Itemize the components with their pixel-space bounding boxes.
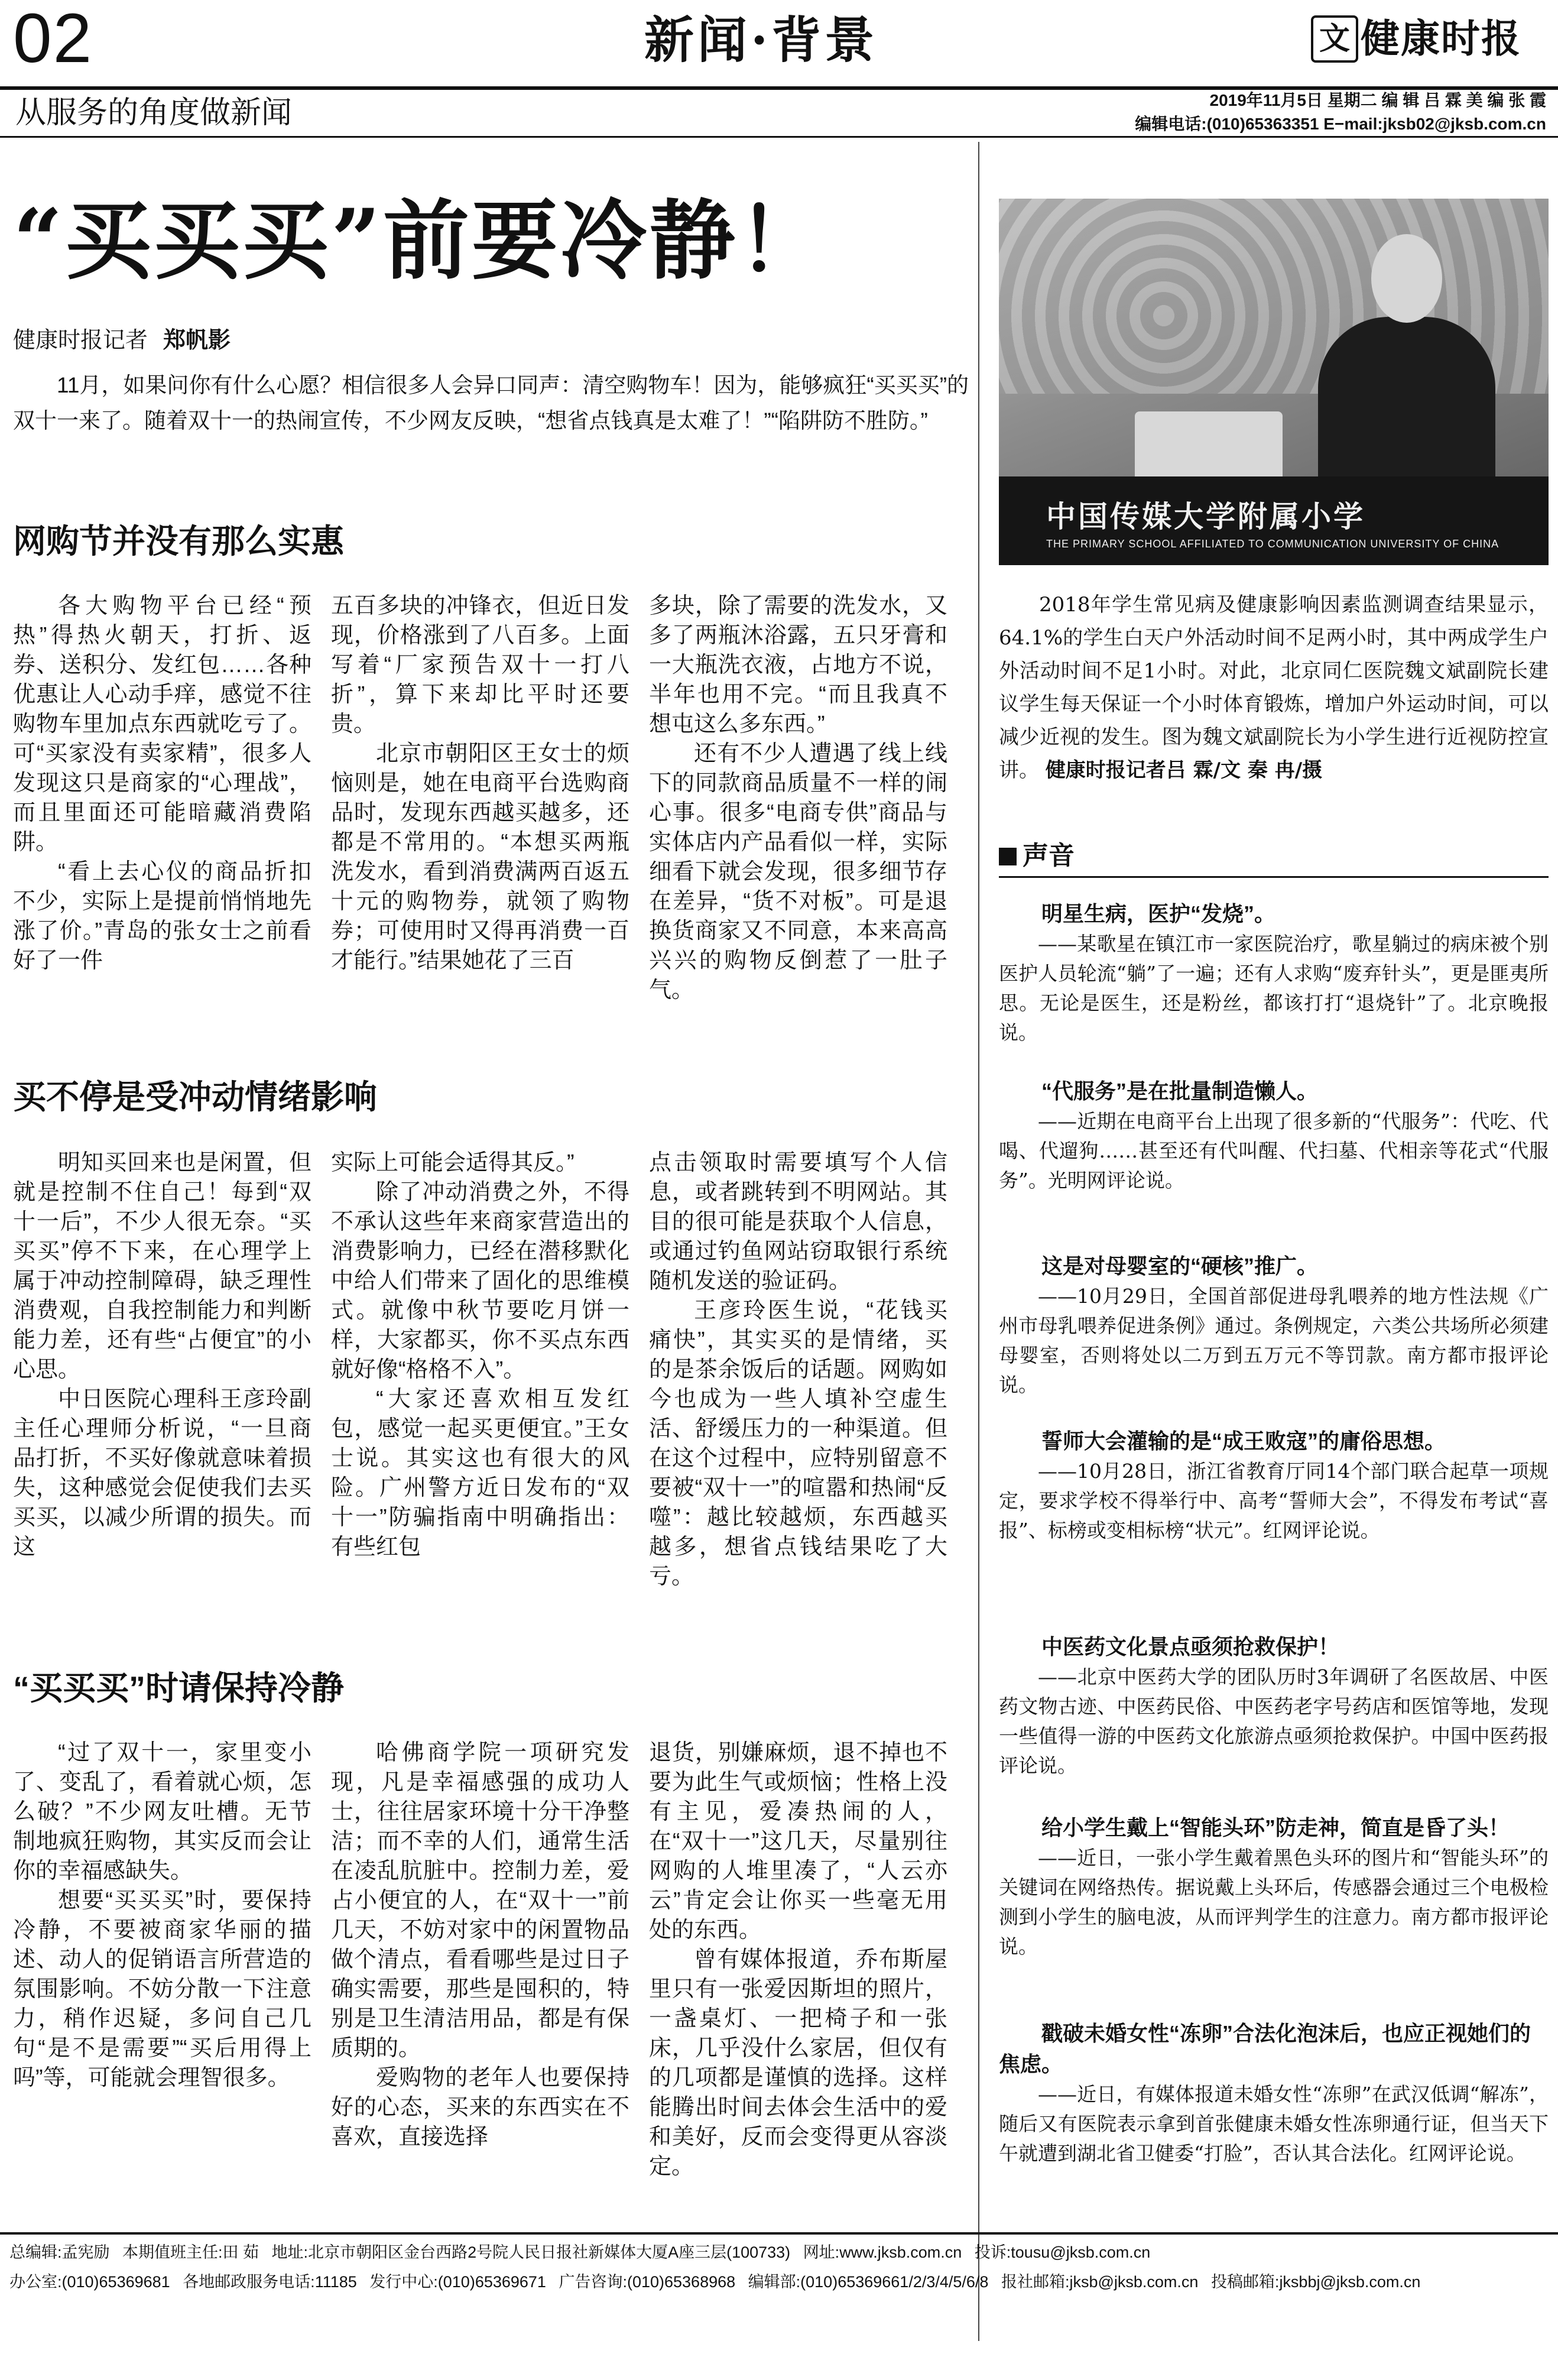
voice-item [999, 1632, 1549, 1781]
section-2-column-2 [331, 1148, 629, 1597]
paragraph: 北京市朝阳区王女士的烦恼则是，她在电商平台选购商品时，发现东西越买越多，还都是不常用的。“本想买两瓶洗发水，看到消费满两百返五十元的购物券，就领了购物券；可使用时又得再消费一百才能行。”结果她花了三百 [331, 741, 629, 973]
byline-name: 郑帆影 [163, 328, 231, 353]
paragraph: 明知买回来也是闲置，但就是控制不住自己！每到“双十一后”，不少人很无奈。“买买买”停不下来，在心理学上属于冲动控制障碍，缺乏理性消费观，自我控制能力和判断能力差，还有些“占便宜”的小心思。 [13, 1150, 311, 1382]
caption-text: 2018年学生常见病及健康影响因素监测调查结果显示，64.1%的学生白天户外活动时间不足两小时，其中两成学生户外活动时间不足1小时。对此，北京同仁医院魏文斌副院长建议学生每天保证一个小时体育锻炼，增加户外运动时间，可以减少近视的发生。图为魏文斌副院长为小学生进行近视防控宣讲。 [999, 593, 1549, 782]
footer-complaint: 投诉:tousu@jksb.com.cn [974, 2243, 1151, 2261]
voice-title: 这是对母婴室的“硬核”推广。 [1041, 1254, 1319, 1278]
column-divider [978, 142, 979, 2341]
voices-heading [999, 838, 1075, 874]
voice-title: 誓师大会灌输的是“成王败寇”的庸俗思想。 [1041, 1429, 1446, 1453]
paragraph: 点击领取时需要填写个人信息，或者跳转到不明网站。其目的很可能是获取个人信息，或通过钓鱼网站窃取银行系统随机发送的验证码。 [649, 1150, 947, 1293]
header-rule [0, 136, 1558, 138]
section-3-column-3 [649, 1738, 947, 2211]
page-number: 02 [13, 0, 93, 77]
footer-email: 报社邮箱:jksb@jksb.com.cn [1001, 2273, 1199, 2291]
section-3-column-2 [331, 1738, 629, 2211]
contact-line: 编辑电话:(010)65363351 E−mail:jksb02@jksb.com.cn [1135, 115, 1546, 133]
voice-body: ——10月29日，全国首部促进母乳喂养的地方性法规《广州市母乳喂养促进条例》通过。条例规定，六类公共场所必须建母婴室，否则将处以二万到五万元不等罚款。南方都市报评论说。 [999, 1285, 1549, 1396]
photo-credit: 健康时报记者吕 霖/文 秦 冉/摄 [1045, 758, 1323, 782]
paragraph: 除了冲动消费之外，不得不承认这些年来商家营造出的消费影响力，已经在潜移默化中给人们带来了固化的思维模式。就像中秋节要吃月饼一样，大家都买，你不买点东西就好像“格格不入”。 [331, 1180, 629, 1382]
voice-title: 给小学生戴上“智能头环”防走神，简直是昏了头！ [1041, 1815, 1510, 1840]
footer-rule [0, 2232, 1558, 2235]
voice-body: ——10月28日，浙江省教育厅同14个部门联合起草一项规定，要求学校不得举行中、高考“誓师大会”，不得发布考试“喜报”、标榜或变相标榜“状元”。红网评论说。 [999, 1460, 1549, 1542]
paragraph: 曾有媒体报道，乔布斯屋里只有一张爱因斯坦的照片，一盏桌灯、一把椅子和一张床，几乎没什么家居，但仅有的几项都是谨慎的选择。这样能腾出时间去体会生活中的爱和美好，反而会变得更从容淡定。 [649, 1947, 947, 2179]
paragraph: 想要“买买买”时，要保持冷静，不要被商家华丽的描述、动人的促销语言所营造的氛围影响。不妨分散一下注意力，稍作迟疑，多问自己几句“是不是需要”“买后用得上吗”等，可能就会理智很多。 [13, 1888, 311, 2090]
footer-office: 办公室:(010)65369681 [9, 2273, 170, 2291]
voice-title: 明星生病，医护“发烧”。 [1041, 902, 1276, 926]
voice-body: ——北京中医药大学的团队历时3年调研了名医故居、中医药文物古迹、中医药民俗、中医药老字号药店和医馆等地，发现一些值得一游的中医药文化旅游点亟须抢救保护。中国中医药报评论说。 [999, 1665, 1549, 1777]
voice-body: ——某歌星在镇江市一家医院治疗，歌星躺过的病床被个别医护人员轮流“躺”了一遍；还有人求购“废弃针头”，更是匪夷所思。无论是医生，还是粉丝，都该打打“退烧针”了。北京晚报说。 [999, 932, 1549, 1044]
paragraph: “过了双十一，家里变小了、变乱了，看着就心烦，怎么破？”不少网友吐槽。无节制地疯狂购物，其实反而会让你的幸福感缺失。 [13, 1740, 311, 1883]
logo-name: 健康时报 [1361, 15, 1521, 61]
footer-chief-editor: 总编辑:孟宪励 [9, 2243, 110, 2261]
voice-item [999, 1812, 1549, 1961]
slogan: 从服务的角度做新闻 [15, 96, 293, 130]
paragraph: 爱购物的老年人也要保持好的心态，买来的东西实在不喜欢，直接选择 [331, 2066, 629, 2149]
paragraph: 哈佛商学院一项研究发现，凡是幸福感强的成功人士，往往居家环境十分干净整洁；而不幸的人们，通常生活在凌乱肮脏中。控制力差，爱占小便宜的人，在“双十一”前几天，不妨对家中的闲置物品做个清点，看看哪些是过日子确实需要，那些是囤积的，特别是卫生清洁用品，都是有保质期的。 [331, 1740, 629, 2061]
section-3-column-1 [13, 1738, 311, 2211]
footer-line-1 [9, 2240, 1546, 2264]
footer-address: 地址:北京市朝阳区金台西路2号院人民日报社新媒体大厦A座三层(100733) [271, 2243, 791, 2261]
voice-title: “代服务”是在批量制造懒人。 [1041, 1079, 1319, 1103]
paragraph: 实际上可能会适得其反。” [331, 1150, 574, 1175]
section-2-heading: 买不停是受冲动情绪影响 [13, 1078, 377, 1116]
paragraph: 退货，别嫌麻烦，退不掉也不要为此生气或烦恼；性格上没有主见，爱凑热闹的人，在“双十一”这几天，尽量别往网购的人堆里凑了，“人云亦云”肯定会让你买一些毫无用处的东西。 [649, 1740, 947, 1943]
news-photo [999, 199, 1549, 565]
footer-duty-director: 本期值班主任:田 茹 [122, 2243, 259, 2261]
speaker-head [1371, 234, 1442, 323]
section-2-column-3 [649, 1148, 947, 1597]
headline: “买买买”前要冷静！ [13, 190, 826, 291]
paragraph: “看上去心仪的商品折扣不少，实际上是提前悄悄地先涨了价。”青岛的张女士之前看好了一件 [13, 860, 311, 973]
paragraph: “大家还喜欢相互发红包，感觉一起买更便宜。”王女士说。其实这也有很大的风险。广州警方近日发布的“双十一”防骗指南中明确指出：有些红包 [331, 1387, 629, 1559]
voice-item [999, 1251, 1549, 1400]
voice-item [999, 1076, 1549, 1195]
voice-title: 中医药文化景点亟须抢救保护！ [1041, 1635, 1340, 1659]
paragraph: 多块，除了需要的洗发水，又多了两瓶沐浴露，五只牙膏和一大瓶洗衣液，占地方不说，半年也用不完。“而且我真不想屯这么多东西。” [649, 594, 947, 737]
footer-submission-email: 投稿邮箱:jksbbj@jksb.com.cn [1210, 2273, 1421, 2291]
voice-item [999, 899, 1549, 1048]
footer-postal: 各地邮政服务电话:11185 [183, 2273, 357, 2291]
section-3-heading: “买买买”时请保持冷静 [13, 1669, 344, 1707]
logo-mark: 文 [1311, 15, 1358, 63]
voice-body: ——近期在电商平台上出现了很多新的“代服务”：代吃、代喝、代遛狗……甚至还有代叫醒、代扫墓、代相亲等花式“代服务”。光明网评论说。 [999, 1110, 1549, 1192]
voice-item [999, 1426, 1549, 1545]
voice-item [999, 2018, 1549, 2168]
footer-editorial: 编辑部:(010)65369661/2/3/4/5/6/8 [748, 2273, 989, 2291]
voice-body: ——近日，一张小学生戴着黑色头环的图片和“智能头环”的关键词在网络热传。据说戴上头环后，传感器会通过三个电极检测到小学生的脑电波，从而评判学生的注意力。南方都市报评论说。 [999, 1846, 1549, 1958]
date-editor-line: 2019年11月5日 星期二 编 辑 吕 霖 美 编 张 霞 [1209, 91, 1546, 109]
paragraph: 中日医院心理科王彦玲副主任心理师分析说，“一旦商品打折，不买好像就意味着损失，这种感觉会促使我们去买买买，以减少所谓的损失。而这 [13, 1387, 311, 1559]
banner-text: 中国传媒大学附属小学 [1046, 499, 1365, 534]
voices-rule [999, 876, 1549, 878]
lead-paragraph: 11月，如果问你有什么心愿？相信很多人会异口同声：清空购物车！因为，能够疯狂“买买买”的双十一来了。随着双十一的热闹宣传，不少网友反映，“想省点钱真是太难了！”“陷阱防不胜防。” [13, 373, 969, 433]
section-2-column-1 [13, 1148, 311, 1597]
byline-label: 健康时报记者 [13, 328, 148, 353]
voice-body: ——近日，有媒体报道未婚女性“冻卵”在武汉低调“解冻”，随后又有医院表示拿到首张健康未婚女性冻卵通行证，但当天下午就遭到湖北省卫健委“打脸”，否认其合法化。红网评论说。 [999, 2083, 1549, 2165]
section-1-heading: 网购节并没有那么实惠 [13, 523, 344, 560]
paragraph: 各大购物平台已经“预热”得热火朝天，打折、返券、送积分、发红包……各种优惠让人心动手痒，感觉不往购物车里加点东西就吃亏了。可“买家没有卖家精”，很多人发现这只是商家的“心理战”，而且里面还可能暗藏消费陷阱。 [13, 594, 311, 855]
voice-title: 戳破未婚女性“冻卵”合法化泡沫后，也应正视她们的焦虑。 [999, 2021, 1531, 2076]
issue-meta [1135, 89, 1546, 136]
school-banner [999, 476, 1549, 565]
section-1-column-3 [649, 591, 947, 1040]
paragraph: 还有不少人遭遇了线上线下的同款商品质量不一样的闹心事。很多“电商专供”商品与实体店内产品看似一样，实际细看下就会发现，很多细节存在差异，“货不对板”。可是退换货商家又不同意，本来高高兴兴的购物反倒惹了一肚子气。 [649, 741, 947, 1003]
voices-heading-text: 声音 [1023, 841, 1075, 870]
footer-distribution: 发行中心:(010)65369671 [369, 2273, 546, 2291]
square-bullet-icon [999, 848, 1017, 865]
section-title: 新闻·背景 [644, 11, 878, 69]
newspaper-logo [1311, 13, 1547, 66]
photo-caption [999, 588, 1549, 787]
byline [13, 324, 231, 357]
footer-line-2 [9, 2270, 1546, 2294]
section-1-column-2 [331, 591, 629, 1040]
banner-subtext: THE PRIMARY SCHOOL AFFILIATED TO COMMUNICATION UNIVERSITY OF CHINA [1046, 538, 1499, 550]
footer-website: 网址:www.jksb.com.cn [803, 2243, 962, 2261]
paragraph: 王彦玲医生说，“花钱买痛快”，其实买的是情绪，买的是茶余饭后的话题。网购如今也成为一些人填补空虚生活、舒缓压力的一种渠道。但在这个过程中，应特别留意不要被“双十一”的喧嚣和热闹“反噬”：越比较越烦，东西越买越多，想省点钱结果吃了大亏。 [649, 1298, 947, 1589]
section-1-column-1 [13, 591, 311, 1040]
footer-ads: 广告咨询:(010)65368968 [559, 2273, 736, 2291]
paragraph: 五百多块的冲锋衣，但近日发现，价格涨到了八百多。上面写着“厂家预告双十一打八折”，算下来却比平时还要贵。 [331, 594, 629, 737]
